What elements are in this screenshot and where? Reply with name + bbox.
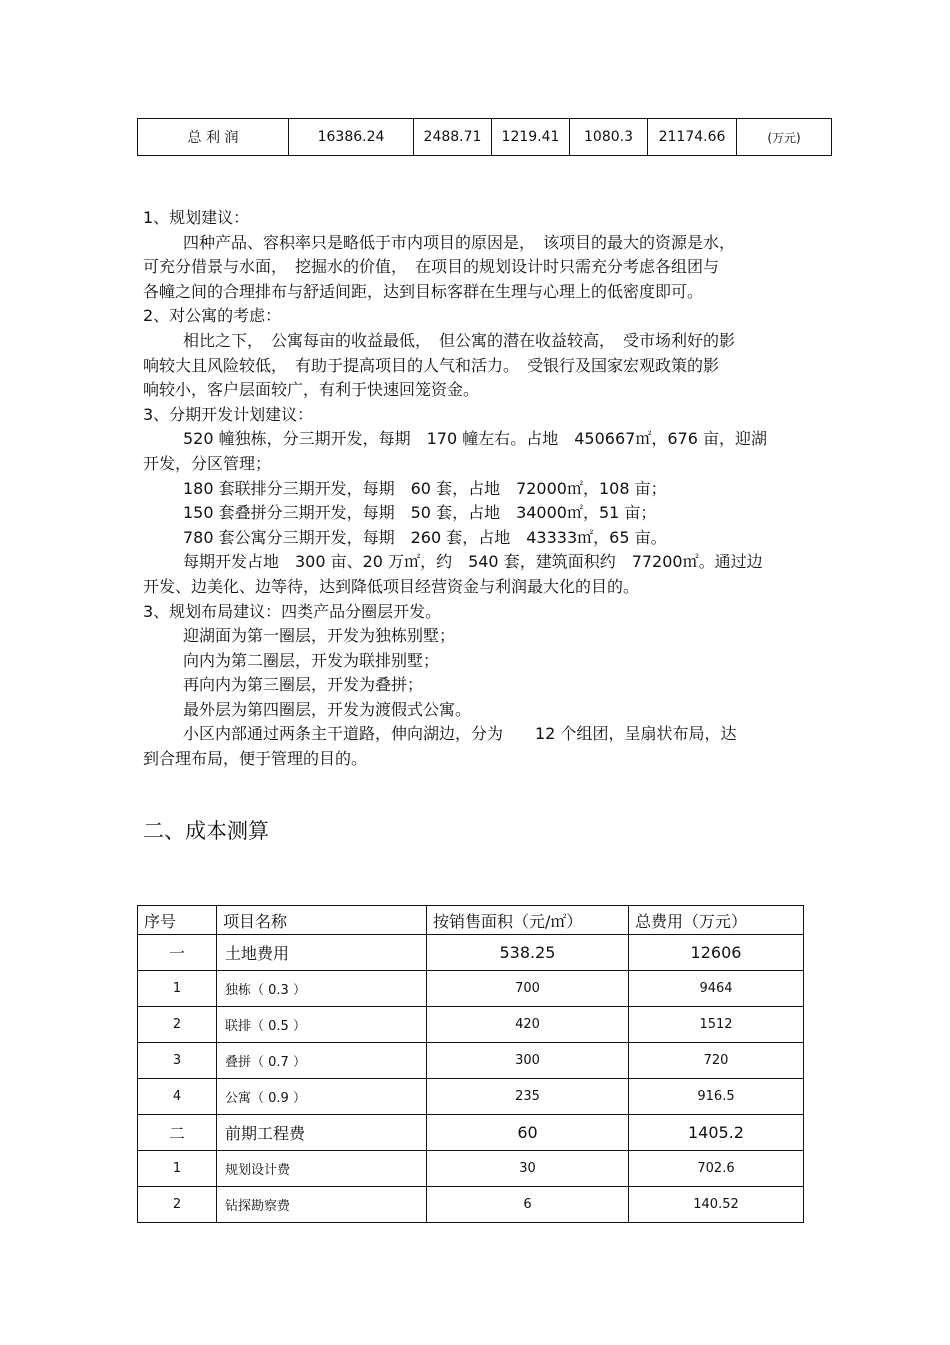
heading-phasing: 3、分期开发计划建议： <box>143 404 314 424</box>
cell-value: 9464 <box>629 971 804 1007</box>
text-line: 向内为第二圈层，开发为联排别墅； <box>183 650 440 670</box>
table-header-row <box>138 906 804 935</box>
column-header: 项目名称 <box>217 906 427 935</box>
cell-value: 140.52 <box>629 1187 804 1223</box>
text-line: 开发、边美化、边等待，达到降低项目经营资金与利润最大化的目的。 <box>143 576 640 596</box>
row-index: 1 <box>138 1151 217 1187</box>
column-header: 总费用（万元） <box>629 906 804 935</box>
cell-value: 12606 <box>629 935 804 971</box>
section-title: 二、成本测算 <box>143 819 269 843</box>
table-row <box>138 1079 804 1115</box>
row-name: 钻探勘察费 <box>217 1187 427 1223</box>
row-index: 2 <box>138 1007 217 1043</box>
row-index: 一 <box>138 935 217 971</box>
text-line: 再向内为第三圈层，开发为叠拼； <box>183 675 424 695</box>
body-text <box>143 206 813 772</box>
cell-value: 1219.41 <box>492 119 570 156</box>
text-line: 780 套公寓分三期开发，每期 260 套，占地 43333㎡，65 亩。 <box>183 527 667 547</box>
row-name: 独栋（ 0.3 ） <box>217 971 427 1007</box>
table-row <box>138 1187 804 1223</box>
text-line: 180 套联排分三期开发，每期 60 套，占地 72000㎡，108 亩； <box>183 478 667 498</box>
cell-value: 916.5 <box>629 1079 804 1115</box>
cell-value: 538.25 <box>427 935 629 971</box>
cell-value: 60 <box>427 1115 629 1151</box>
cell-value: 420 <box>427 1007 629 1043</box>
text-line: 150 套叠拼分三期开发，每期 50 套，占地 34000㎡，51 亩； <box>183 503 657 523</box>
text-line: 可充分借景与水面， 挖掘水的价值， 在项目的规划设计时只需充分考虑各组团与 <box>143 257 720 277</box>
heading-planning: 1、规划建议： <box>143 208 250 227</box>
text-line: 520 幢独栋，分三期开发，每期 170 幢左右。占地 450667㎡，676 亩，迎湖 <box>183 429 767 449</box>
cell-value: 6 <box>427 1187 629 1223</box>
heading-layout: 3、规划布局建议：四类产品分圈层开发。 <box>143 601 442 621</box>
row-index: 4 <box>138 1079 217 1115</box>
text-line: 四种产品、容积率只是略低于市内项目的原因是， 该项目的最大的资源是水， <box>183 232 736 252</box>
cost-table <box>137 905 804 1223</box>
cell-value: 300 <box>427 1043 629 1079</box>
row-label: 总 利 润 <box>138 119 289 156</box>
cell-value: 700 <box>427 971 629 1007</box>
text-line: 响较小，客户层面较广，有利于快速回笼资金。 <box>143 380 480 400</box>
text-line: 各幢之间的合理排布与舒适间距，达到目标客群在生理与心理上的低密度即可。 <box>143 281 704 301</box>
cell-value: 30 <box>427 1151 629 1187</box>
table-row <box>138 1043 804 1079</box>
cell-value: 21174.66 <box>648 119 737 156</box>
cell-value: 720 <box>629 1043 804 1079</box>
table-row <box>138 1151 804 1187</box>
row-index: 3 <box>138 1043 217 1079</box>
table-row <box>138 1115 804 1151</box>
table-row <box>138 971 804 1007</box>
profit-table <box>137 118 832 156</box>
row-name: 联排（ 0.5 ） <box>217 1007 427 1043</box>
text-line: 开发，分区管理； <box>143 453 272 473</box>
row-index: 2 <box>138 1187 217 1223</box>
text-line: 响较大且风险较低， 有助于提高项目的人气和活力。 受银行及国家宏观政策的影 <box>143 355 720 375</box>
row-index: 1 <box>138 971 217 1007</box>
row-index: 二 <box>138 1115 217 1151</box>
row-name: 公寓（ 0.9 ） <box>217 1079 427 1115</box>
table-row <box>138 1007 804 1043</box>
cell-value: 1080.3 <box>570 119 648 156</box>
row-name: 前期工程费 <box>217 1115 427 1151</box>
cell-value: 2488.71 <box>414 119 492 156</box>
cell-value: 16386.24 <box>289 119 414 156</box>
column-header: 按销售面积（元/㎡） <box>427 906 629 935</box>
text-line: 小区内部通过两条主干道路，伸向湖边，分为 12 个组团，呈扇状布局，达 <box>183 724 737 744</box>
cell-value: 235 <box>427 1079 629 1115</box>
text-line: 每期开发占地 300 亩、20 万㎡，约 540 套，建筑面积约 77200㎡。通过边 <box>183 552 763 572</box>
column-header: 序号 <box>138 906 217 935</box>
cell-value: 702.6 <box>629 1151 804 1187</box>
table-row <box>138 119 832 156</box>
cell-value: 1512 <box>629 1007 804 1043</box>
heading-apartment: 2、对公寓的考虑： <box>143 306 282 326</box>
text-line: 迎湖面为第一圈层，开发为独栋别墅； <box>183 626 456 646</box>
text-line: 相比之下， 公寓每亩的收益最低， 但公寓的潜在收益较高， 受市场利好的影 <box>183 330 736 350</box>
text-line: 到合理布局，便于管理的目的。 <box>143 749 368 769</box>
row-name: 规划设计费 <box>217 1151 427 1187</box>
cell-value: 1405.2 <box>629 1115 804 1151</box>
text-line: 最外层为第四圈层，开发为渡假式公寓。 <box>183 699 472 719</box>
row-name: 叠拼（ 0.7 ） <box>217 1043 427 1079</box>
table-row <box>138 935 804 971</box>
row-name: 土地费用 <box>217 935 427 971</box>
unit-label: (万元) <box>737 119 832 156</box>
